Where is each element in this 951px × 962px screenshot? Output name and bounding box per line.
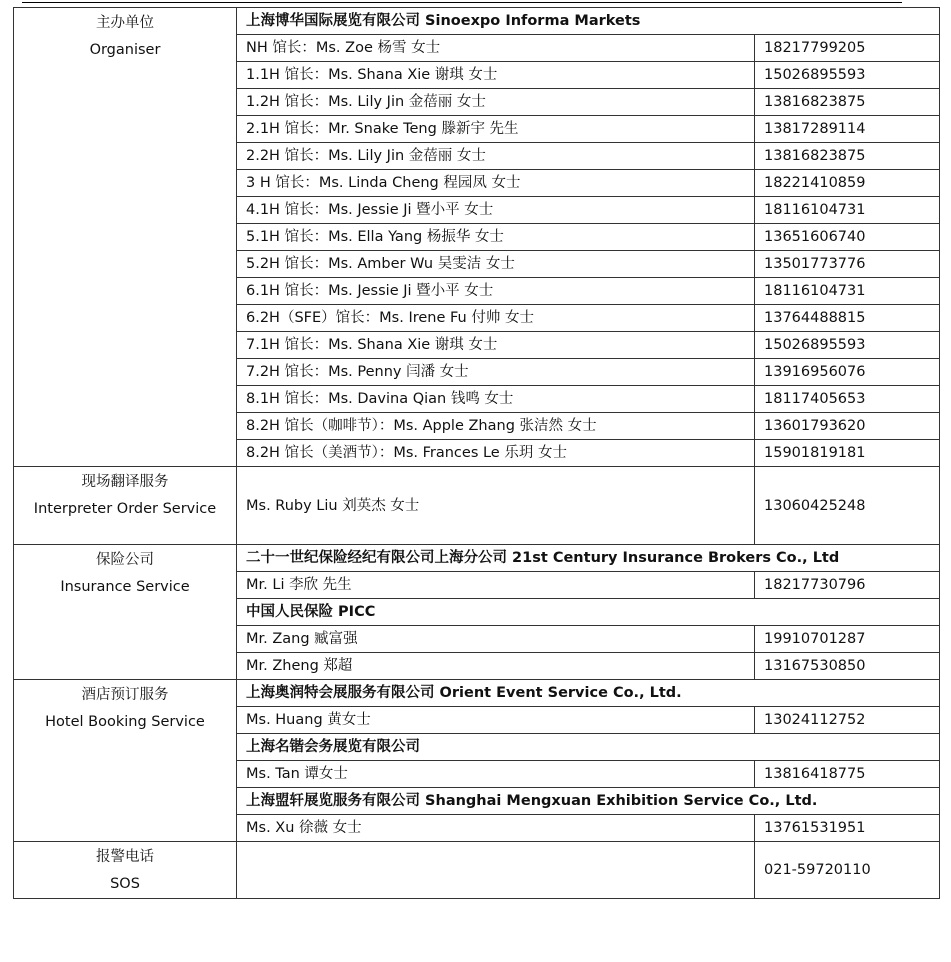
contact-name: NH 馆长：Ms. Zoe 杨雪 女士	[237, 35, 755, 62]
sos-label-cn: 报警电话	[96, 849, 154, 865]
insurance-label-en: Insurance Service	[60, 579, 190, 595]
interpreter-phone: 13060425248	[755, 467, 940, 545]
contact-name: 2.1H 馆长：Mr. Snake Teng 滕新宇 先生	[237, 116, 755, 143]
contact-table-body	[14, 8, 940, 899]
contact-name: Ms. Huang 黄女士	[237, 707, 755, 734]
hotel-company1: 上海奥润特会展服务有限公司 Orient Event Service Co., Ltd.	[237, 680, 940, 707]
contact-name: 2.2H 馆长：Ms. Lily Jin 金蓓丽 女士	[237, 143, 755, 170]
hotel-label-en: Hotel Booking Service	[45, 714, 205, 730]
contact-phone: 13916956076	[755, 359, 940, 386]
contact-name: 6.1H 馆长：Ms. Jessie Ji 暨小平 女士	[237, 278, 755, 305]
contact-phone: 18117405653	[755, 386, 940, 413]
contact-phone: 13501773776	[755, 251, 940, 278]
contact-name: 7.1H 馆长：Ms. Shana Xie 谢琪 女士	[237, 332, 755, 359]
interpreter-category-cell	[14, 467, 237, 545]
contact-phone: 13167530850	[755, 653, 940, 680]
contact-name: 8.1H 馆长：Ms. Davina Qian 钱鸣 女士	[237, 386, 755, 413]
contact-name: Mr. Zang 臧富强	[237, 626, 755, 653]
interpreter-row	[14, 467, 940, 545]
insurance-category-cell	[14, 545, 237, 680]
contact-phone: 13651606740	[755, 224, 940, 251]
organiser-label-en: Organiser	[89, 42, 161, 58]
contact-phone: 13024112752	[755, 707, 940, 734]
contact-phone: 18116104731	[755, 278, 940, 305]
contact-name: 5.1H 馆长：Ms. Ella Yang 杨振华 女士	[237, 224, 755, 251]
interpreter-label-cn: 现场翻译服务	[81, 474, 169, 490]
contact-phone: 13816418775	[755, 761, 940, 788]
sos-category-cell	[14, 842, 237, 899]
contact-phone: 18217730796	[755, 572, 940, 599]
contact-name: 4.1H 馆长：Ms. Jessie Ji 暨小平 女士	[237, 197, 755, 224]
contact-phone: 18116104731	[755, 197, 940, 224]
contact-name: 3 H 馆长：Ms. Linda Cheng 程园凤 女士	[237, 170, 755, 197]
hotel-category-cell	[14, 680, 237, 842]
contact-phone: 13764488815	[755, 305, 940, 332]
contact-name: 8.2H 馆长（美酒节）：Ms. Frances Le 乐玥 女士	[237, 440, 755, 467]
contact-name: Ms. Xu 徐薇 女士	[237, 815, 755, 842]
insurance-label-cn: 保险公司	[96, 552, 154, 568]
contact-phone: 18221410859	[755, 170, 940, 197]
contact-name: 1.1H 馆长：Ms. Shana Xie 谢琪 女士	[237, 62, 755, 89]
contact-name: Ms. Tan 谭女士	[237, 761, 755, 788]
organiser-company-row	[14, 8, 940, 35]
contact-phone: 15901819181	[755, 440, 940, 467]
contact-phone: 19910701287	[755, 626, 940, 653]
sos-label-en: SOS	[110, 876, 140, 892]
contact-name: 6.2H（SFE）馆长：Ms. Irene Fu 付帅 女士	[237, 305, 755, 332]
contact-name: 7.2H 馆长：Ms. Penny 闫潘 女士	[237, 359, 755, 386]
contact-phone: 13761531951	[755, 815, 940, 842]
insurance-company1-row	[14, 545, 940, 572]
contact-name: Mr. Li 李欣 先生	[237, 572, 755, 599]
sos-phone: 021-59720110	[755, 842, 940, 899]
organiser-category-cell	[14, 8, 237, 467]
top-rule	[22, 2, 902, 3]
contact-name: 8.2H 馆长（咖啡节）：Ms. Apple Zhang 张洁然 女士	[237, 413, 755, 440]
hotel-label-cn: 酒店预订服务	[81, 687, 169, 703]
contact-name: Mr. Zheng 郑超	[237, 653, 755, 680]
contact-phone: 15026895593	[755, 62, 940, 89]
sos-row	[14, 842, 940, 899]
organiser-company: 上海博华国际展览有限公司 Sinoexpo Informa Markets	[237, 8, 940, 35]
contact-phone: 15026895593	[755, 332, 940, 359]
hotel-company2: 上海名锴会务展览有限公司	[237, 734, 940, 761]
contact-phone: 13817289114	[755, 116, 940, 143]
hotel-company1-row	[14, 680, 940, 707]
contact-phone: 13601793620	[755, 413, 940, 440]
contact-table	[13, 7, 940, 899]
contact-name: 1.2H 馆长：Ms. Lily Jin 金蓓丽 女士	[237, 89, 755, 116]
sos-contact	[237, 842, 755, 899]
insurance-company1: 二十一世纪保险经纪有限公司上海分公司 21st Century Insurance Brokers Co., Ltd	[237, 545, 940, 572]
hotel-company3: 上海盟轩展览服务有限公司 Shanghai Mengxuan Exhibition Service Co., Ltd.	[237, 788, 940, 815]
organiser-label-cn: 主办单位	[96, 15, 154, 31]
contact-phone: 13816823875	[755, 143, 940, 170]
insurance-company2: 中国人民保险 PICC	[237, 599, 940, 626]
contact-name: 5.2H 馆长：Ms. Amber Wu 吴雯洁 女士	[237, 251, 755, 278]
interpreter-contact: Ms. Ruby Liu 刘英杰 女士	[237, 467, 755, 545]
contact-phone: 13816823875	[755, 89, 940, 116]
contact-phone: 18217799205	[755, 35, 940, 62]
interpreter-label-en: Interpreter Order Service	[33, 501, 217, 517]
